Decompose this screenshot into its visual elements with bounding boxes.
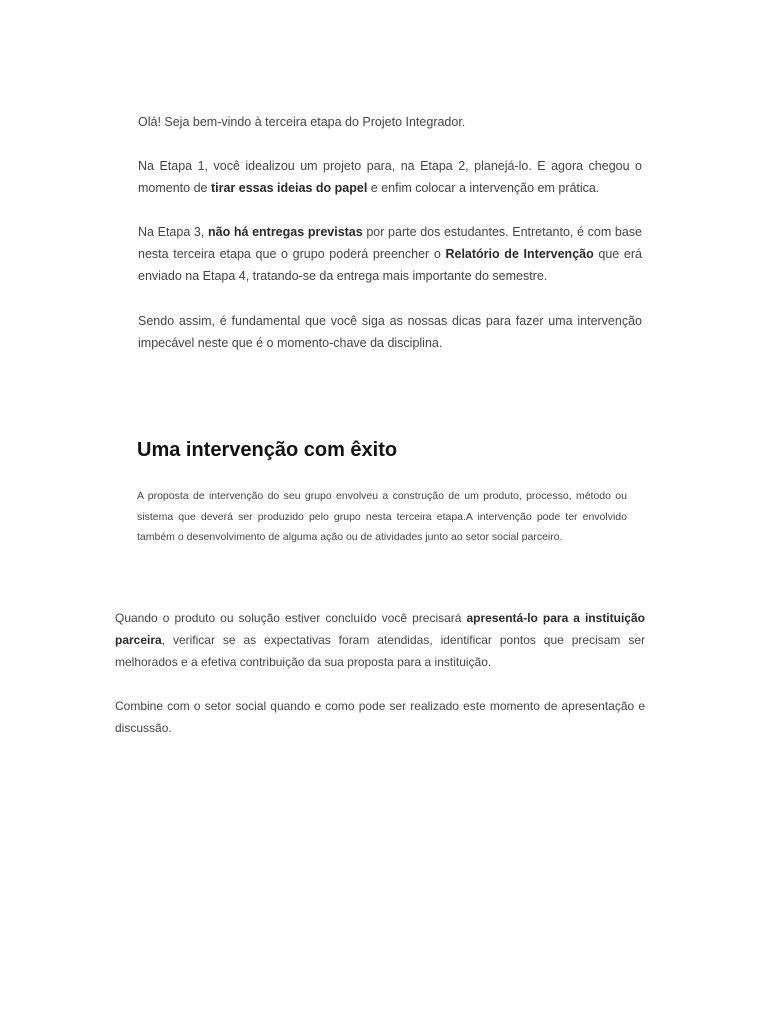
etapa3-paragraph — [138, 221, 642, 287]
etapa3-text-end: que erá enviado na Etapa 4, tratando-se da entrega mais importante do semestre. — [138, 247, 642, 283]
produto-text-start: Quando o produto ou solução estiver concluído você precisará — [115, 611, 467, 625]
greeting-paragraph — [138, 111, 642, 133]
greeting-text: Olá! Seja bem-vindo à terceira etapa do Projeto Integrador. — [138, 115, 466, 129]
etapa3-bold-no-deliveries: não há entregas previstas — [207, 225, 363, 239]
produto-bold-present: apresentá-lo para a instituição parceira — [115, 611, 645, 647]
etapa-intro-bold: tirar essas ideias do papel — [210, 181, 368, 195]
proposta-paragraph — [137, 486, 627, 548]
proposta-text: A proposta de intervenção do seu grupo envolveu a construção de um produto, processo, método ou sistema que deverá ser produzido pelo grupo nesta terceira etapa.A intervenção pode ter envolvido também o desenvolvimento de alguma ação ou de atividades junto ao setor social parceiro. — [137, 490, 627, 543]
dicas-text: Sendo assim, é fundamental que você siga as nossas dicas para fazer uma intervenção impecável neste que é o momento-chave da disciplina. — [138, 314, 642, 350]
etapa-intro-text-end: e enfim colocar a intervenção em prática. — [367, 181, 600, 195]
combine-paragraph — [115, 695, 645, 739]
combine-text: Combine com o setor social quando e como pode ser realizado este momento de apresentação e discussão. — [115, 699, 645, 735]
dicas-paragraph — [138, 310, 642, 354]
etapa-intro-text: Na Etapa 1, você idealizou um projeto para, na Etapa 2, planejá-lo. E agora chegou o momento de — [138, 159, 642, 195]
produto-text-end: , verificar se as expectativas foram atendidas, identificar pontos que precisam ser melhorados e a efetiva contribuição da sua proposta para a instituição. — [115, 633, 645, 669]
etapa3-text-start: Na Etapa 3, — [138, 225, 208, 239]
etapa-intro-paragraph — [138, 155, 642, 199]
etapa3-bold-report: Relatório de Intervenção — [445, 247, 594, 261]
etapa3-text-mid: por parte dos estudantes. Entretanto, é com base nesta terceira etapa que o grupo poderá preencher o — [138, 225, 642, 261]
produto-paragraph — [115, 607, 645, 673]
section-heading: Uma intervenção com êxito — [137, 439, 398, 461]
